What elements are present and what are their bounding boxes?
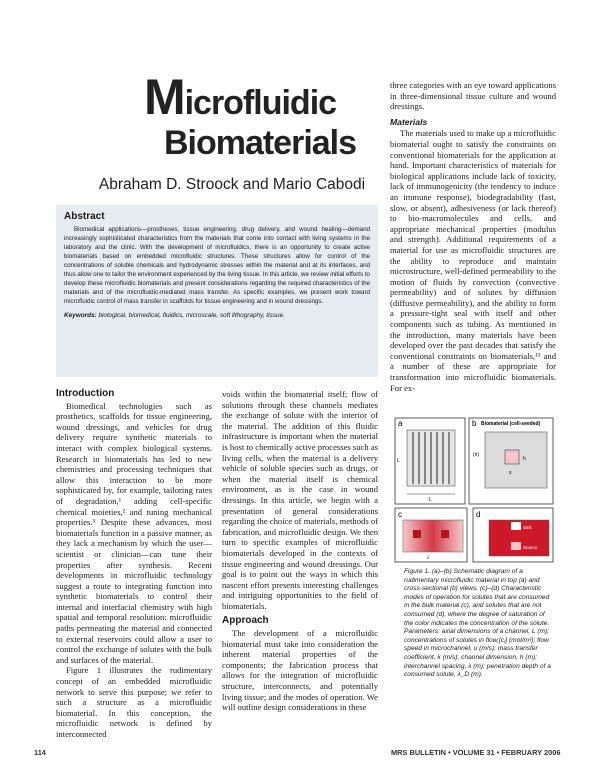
col3-paragraph-0: three categories with an eye toward applications in three-dimensional tissue culture and wound dressings. [390, 80, 556, 112]
approach-paragraph: The development of a microfluidic biomaterial must take into consideration the inherent material properties of the components; the fabrication process that allows for the integration of microfluidic structure, interconnects, and potentially living tissue; and the modes of operation. We will outline design considerations in these [222, 628, 378, 713]
panel-b-s-label: s [509, 470, 512, 476]
column-2 [222, 389, 378, 713]
abstract-heading: Abstract [64, 211, 105, 222]
materials-paragraph: The materials used to make up a microfluidic biomaterial ought to satisfy the constraints on conventional biomaterials for the application at hand. Important characteristics of materials for biological applications include lack of toxicity, lack of immunogenicity (the tendency to induce an immune response), biodegradability (fast, slow, or absent), adhesiveness (or lack thereof) to bio-macromolecules and cells, and appropriate mechanical properties (modulus and strength). Additional requirements of a material for use as microfluidic structures are the ability to reproduce and maintain microstructure, well-defined permeability to the motion of fluids by convection (convective permeability) and of solutes by diffusion (diffusive permeability), and the ability to form a pressure-tight seal with itself and other components such as tubing. As mentioned in the introduction, many materials have been developed over the past decades that satisfy the conventional constraints on biomaterials,¹³ and a number of these are appropriate for transformation into microfluidic biomaterials. For ex- [390, 128, 556, 393]
page-number: 114 [34, 748, 46, 757]
panel-b-label: b [472, 419, 477, 428]
abstract-text: Biomedical applications—prostheses, tissue engineering, drug delivery, and wound healing—demand increasingly sophisticated characteristics from the materials that come into contact with living systems in the laboratory and the clinic. With the development of microfluidics, there is an opportunity to create active biomaterials based on embedded microfluidic structures. These structures allow for control of the concentrations of soluble chemicals and hydrodynamic stresses within the material and at its interfaces, and thus allow one to tailor the environment experienced by the living tissue. In this article, we review initial efforts to develop these microfluidic biomaterials and present considerations regarding the required characteristics of the materials and of the microfluidic-mediated mass transfer. As specific examples, we present work toward microfluidic control of mass transfer in scaffolds for tissue engineering and in wound dressings. [64, 226, 370, 305]
panel-c-label: c [398, 510, 402, 519]
panel-b-channel [505, 450, 519, 464]
panel-c-material [403, 520, 463, 552]
article-title [100, 69, 380, 162]
title-line1: icrofluidic [184, 84, 337, 122]
introduction-heading: Introduction [56, 388, 115, 399]
authors: Abraham D. Stroock and Mario Cabodi [98, 176, 366, 193]
panel-c-lambda-label: λ [427, 556, 430, 561]
panel-b-n-label: (n) [473, 452, 480, 458]
panel-b-biomaterial-label: Biomaterial (cell-seeded) [481, 421, 541, 427]
column-1 [56, 389, 212, 740]
panel-a-label: a [398, 419, 403, 428]
panel-d-source-label: Source [523, 545, 538, 550]
panel-d-label: d [476, 510, 481, 519]
panel-b-h-label: h [523, 456, 526, 462]
intro-paragraph-2: Figure 1 illustrates the rudimentary concept of an embedded microfluidic network to serve this purpose; we refer to such a structure as a microfluidic biomaterial. In this conception, the microfluidic network is defined by interconnected [56, 665, 212, 739]
column-3 [390, 80, 556, 393]
panel-a-lz-label: L [397, 458, 400, 464]
journal-footer: MRS BULLETIN • VOLUME 31 • FEBRUARY 2006 [391, 748, 561, 757]
panel-a-lx-label: L [429, 497, 432, 503]
abstract-keywords [64, 312, 370, 319]
panel-c-channel-left [413, 530, 421, 538]
materials-heading: Materials [390, 116, 428, 127]
panel-d-sink-label: Sink [523, 525, 532, 530]
intro-paragraph-1: Biomedical technologies such as prosthetics, scaffolds for tissue engineering, wound dressings, and vehicles for drug delivery require synthetic materials to interact with complex biological systems. Research in biomaterials has led to new chemistries and processing techniques that allow this interaction to be more sophisticated by, for example, tailoring rates of degradation,¹ adding cell-specific chemical moieties,² and tuning mechanical properties.³ Despite these advances, most biomaterials function in a passive manner, as they lack a mechanism by which the user—scientist or clinician—can tune their properties after synthesis. Recent developments in microfluidic technology suggest a route to integrating function into synthetic biomaterials to control their internal and interfacial chemistry with high spatial and temporal resolution: microfluidic paths permeating the material and connected to external reservoirs could allow a user to control the exchange of solutes with the bulk and surfaces of the material. [56, 400, 212, 665]
title-dropcap: M [143, 69, 185, 125]
approach-heading: Approach [222, 615, 269, 627]
col2-paragraph-1: voids within the biomaterial itself; flow of solutions through these channels mediates the exchange of solute with the interior of the material. The addition of this fluidic infrastructure is important when the material is host to chemically active processes such as living cells, when the material is a delivery vehicle of soluble species such as drugs, or when the material itself is chemical environment, as is the case in wound dressings. In this article, we begin with a presentation of general considerations regarding the choice of materials, methods of fabrication, and microfluidic design. We then turn to specific examples of microfluidic biomaterials developed in the contexts of tissue engineering and wound dressings. Our goal is to point out the ways in which this nascent effort presents interesting challenges and intriguing opportunities to the field of biomaterials. [222, 389, 378, 611]
abstract-box [56, 205, 378, 377]
figure-caption: Figure 1. (a)–(b) Schematic diagram of a rudimentary microfluidic material in top (a) and cross-sectional (b) views. (c)–(d) Characteristic modes of operation for solutes that are consumed in the bulk material (c), and solutes that are not consumed (d), where the degree of saturation of the color indicates the concentration of the solute. Parameters: axial dimensions of a channel, L (m); concentrations of solutes in flow,[cⱼ] (mol/m³); flow speed in microchannel, u (m/s); mass transfer coefficient, k (m/s); channel dimension, h (m); interchannel spacing, λ (m); penetration depth of a consumed solute, λ_D (m). [404, 568, 551, 679]
figure-1 [393, 416, 555, 564]
keywords-list: biological, biomedical, fluidics, microscale, soft lithography, tissue. [98, 312, 285, 319]
keywords-label: Keywords: [64, 312, 97, 319]
title-line2: Biomaterials [163, 124, 357, 162]
panel-d-source [511, 542, 521, 550]
panel-d-sink [511, 522, 521, 530]
panel-c-channel-right [441, 530, 449, 538]
